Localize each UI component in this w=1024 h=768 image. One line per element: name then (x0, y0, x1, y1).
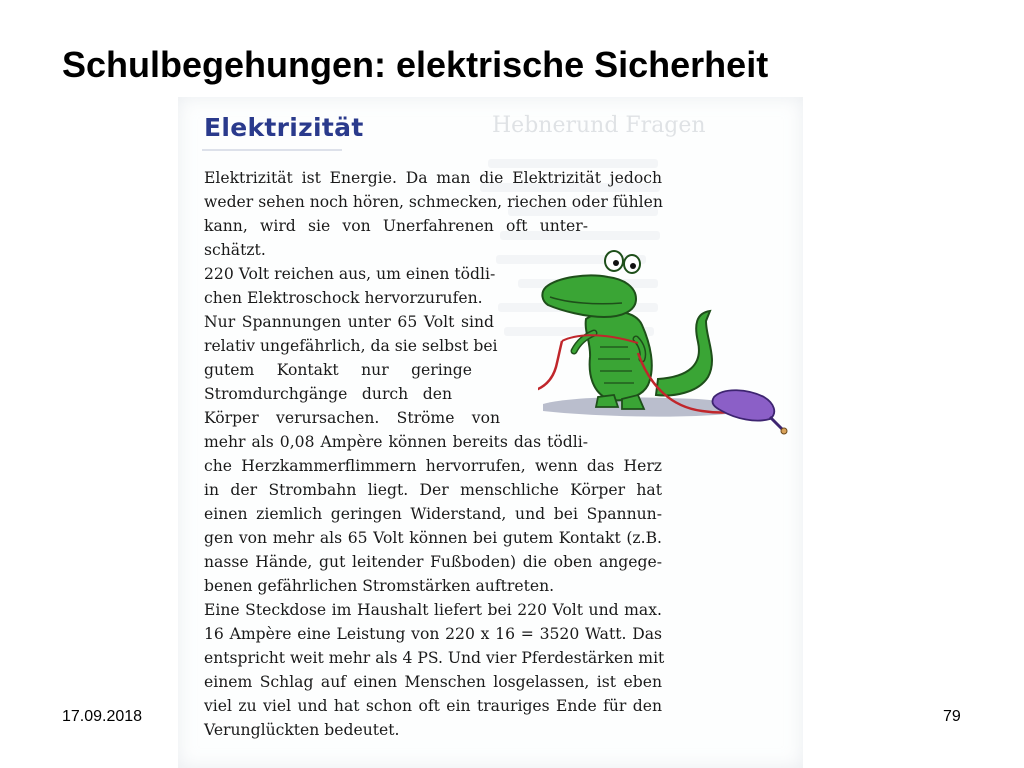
text-line: kann, wird sie von Unerfahrenen oft unter- (204, 217, 588, 235)
text-line: 220 Volt reichen aus, um einen tödli- (204, 265, 496, 283)
page-number: 79 (943, 708, 961, 725)
text-line: Verunglückten bedeutet. (204, 721, 400, 739)
text-line: Körper verursachen. Ströme von (204, 409, 500, 427)
scan-heading: Elektrizität (204, 113, 364, 142)
text-line: weder sehen noch hören, schmecken, riechen oder fühlen (204, 193, 663, 211)
text-line: mehr als 0,08 Ampère können bereits das tödli- (204, 433, 588, 451)
text-line: Elektrizität ist Energie. Da man die Elektrizität jedoch (204, 169, 662, 187)
text-line: 16 Ampère eine Leistung von 220 x 16 = 3520 Watt. Das (204, 625, 662, 643)
text-line: einen ziemlich geringen Widerstand, und bei Spannun- (204, 505, 662, 523)
footer-date: 17.09.2018 (62, 708, 143, 725)
electric-cable (538, 341, 562, 393)
scanned-page-image (178, 97, 803, 768)
text-line: in der Strombahn liegt. Der menschliche Körper hat (204, 481, 662, 499)
text-line: gutem Kontakt nur geringe (204, 361, 472, 379)
text-line: Nur Spannungen unter 65 Volt sind (204, 313, 494, 331)
show-through-heading: Hebnerund Fragen (492, 113, 706, 138)
text-line: entspricht weit mehr als 4 PS. Und vier Pferdestärken mit (204, 649, 665, 667)
text-line: viel zu viel und hat schon oft ein trauriges Ende für den (204, 697, 662, 715)
text-line: gen von mehr als 65 Volt können bei gutem Kontakt (z.B. (204, 529, 662, 547)
text-line: chen Elektroschock hervorzurufen. (204, 289, 483, 307)
slide-title: Schulbegehungen: elektrische Sicherheit (62, 44, 769, 85)
crocodile-tail (656, 311, 712, 395)
crocodile-foot-left (596, 395, 618, 407)
crocodile-head (542, 275, 636, 317)
text-line: schätzt. (204, 241, 266, 259)
text-line: benen gefährlichen Stromstärken auftreten. (204, 577, 555, 595)
text-line: Eine Steckdose im Haushalt liefert bei 220 Volt und max. (204, 601, 662, 619)
text-line: Stromdurchgänge durch den (204, 385, 452, 403)
text-line: che Herzkammerflimmern hervorrufen, wenn das Herz (204, 457, 662, 475)
text-line: relativ ungefährlich, da sie selbst bei (204, 337, 498, 355)
purple-plug (712, 390, 774, 420)
text-line: nasse Hände, gut leitender Fußboden) die oben angege- (204, 553, 662, 571)
crocodile-holding-cable-illustration (538, 247, 803, 452)
text-line: einem Schlag auf einen Menschen losgelassen, ist eben (204, 673, 662, 691)
heading-rule (202, 149, 342, 151)
